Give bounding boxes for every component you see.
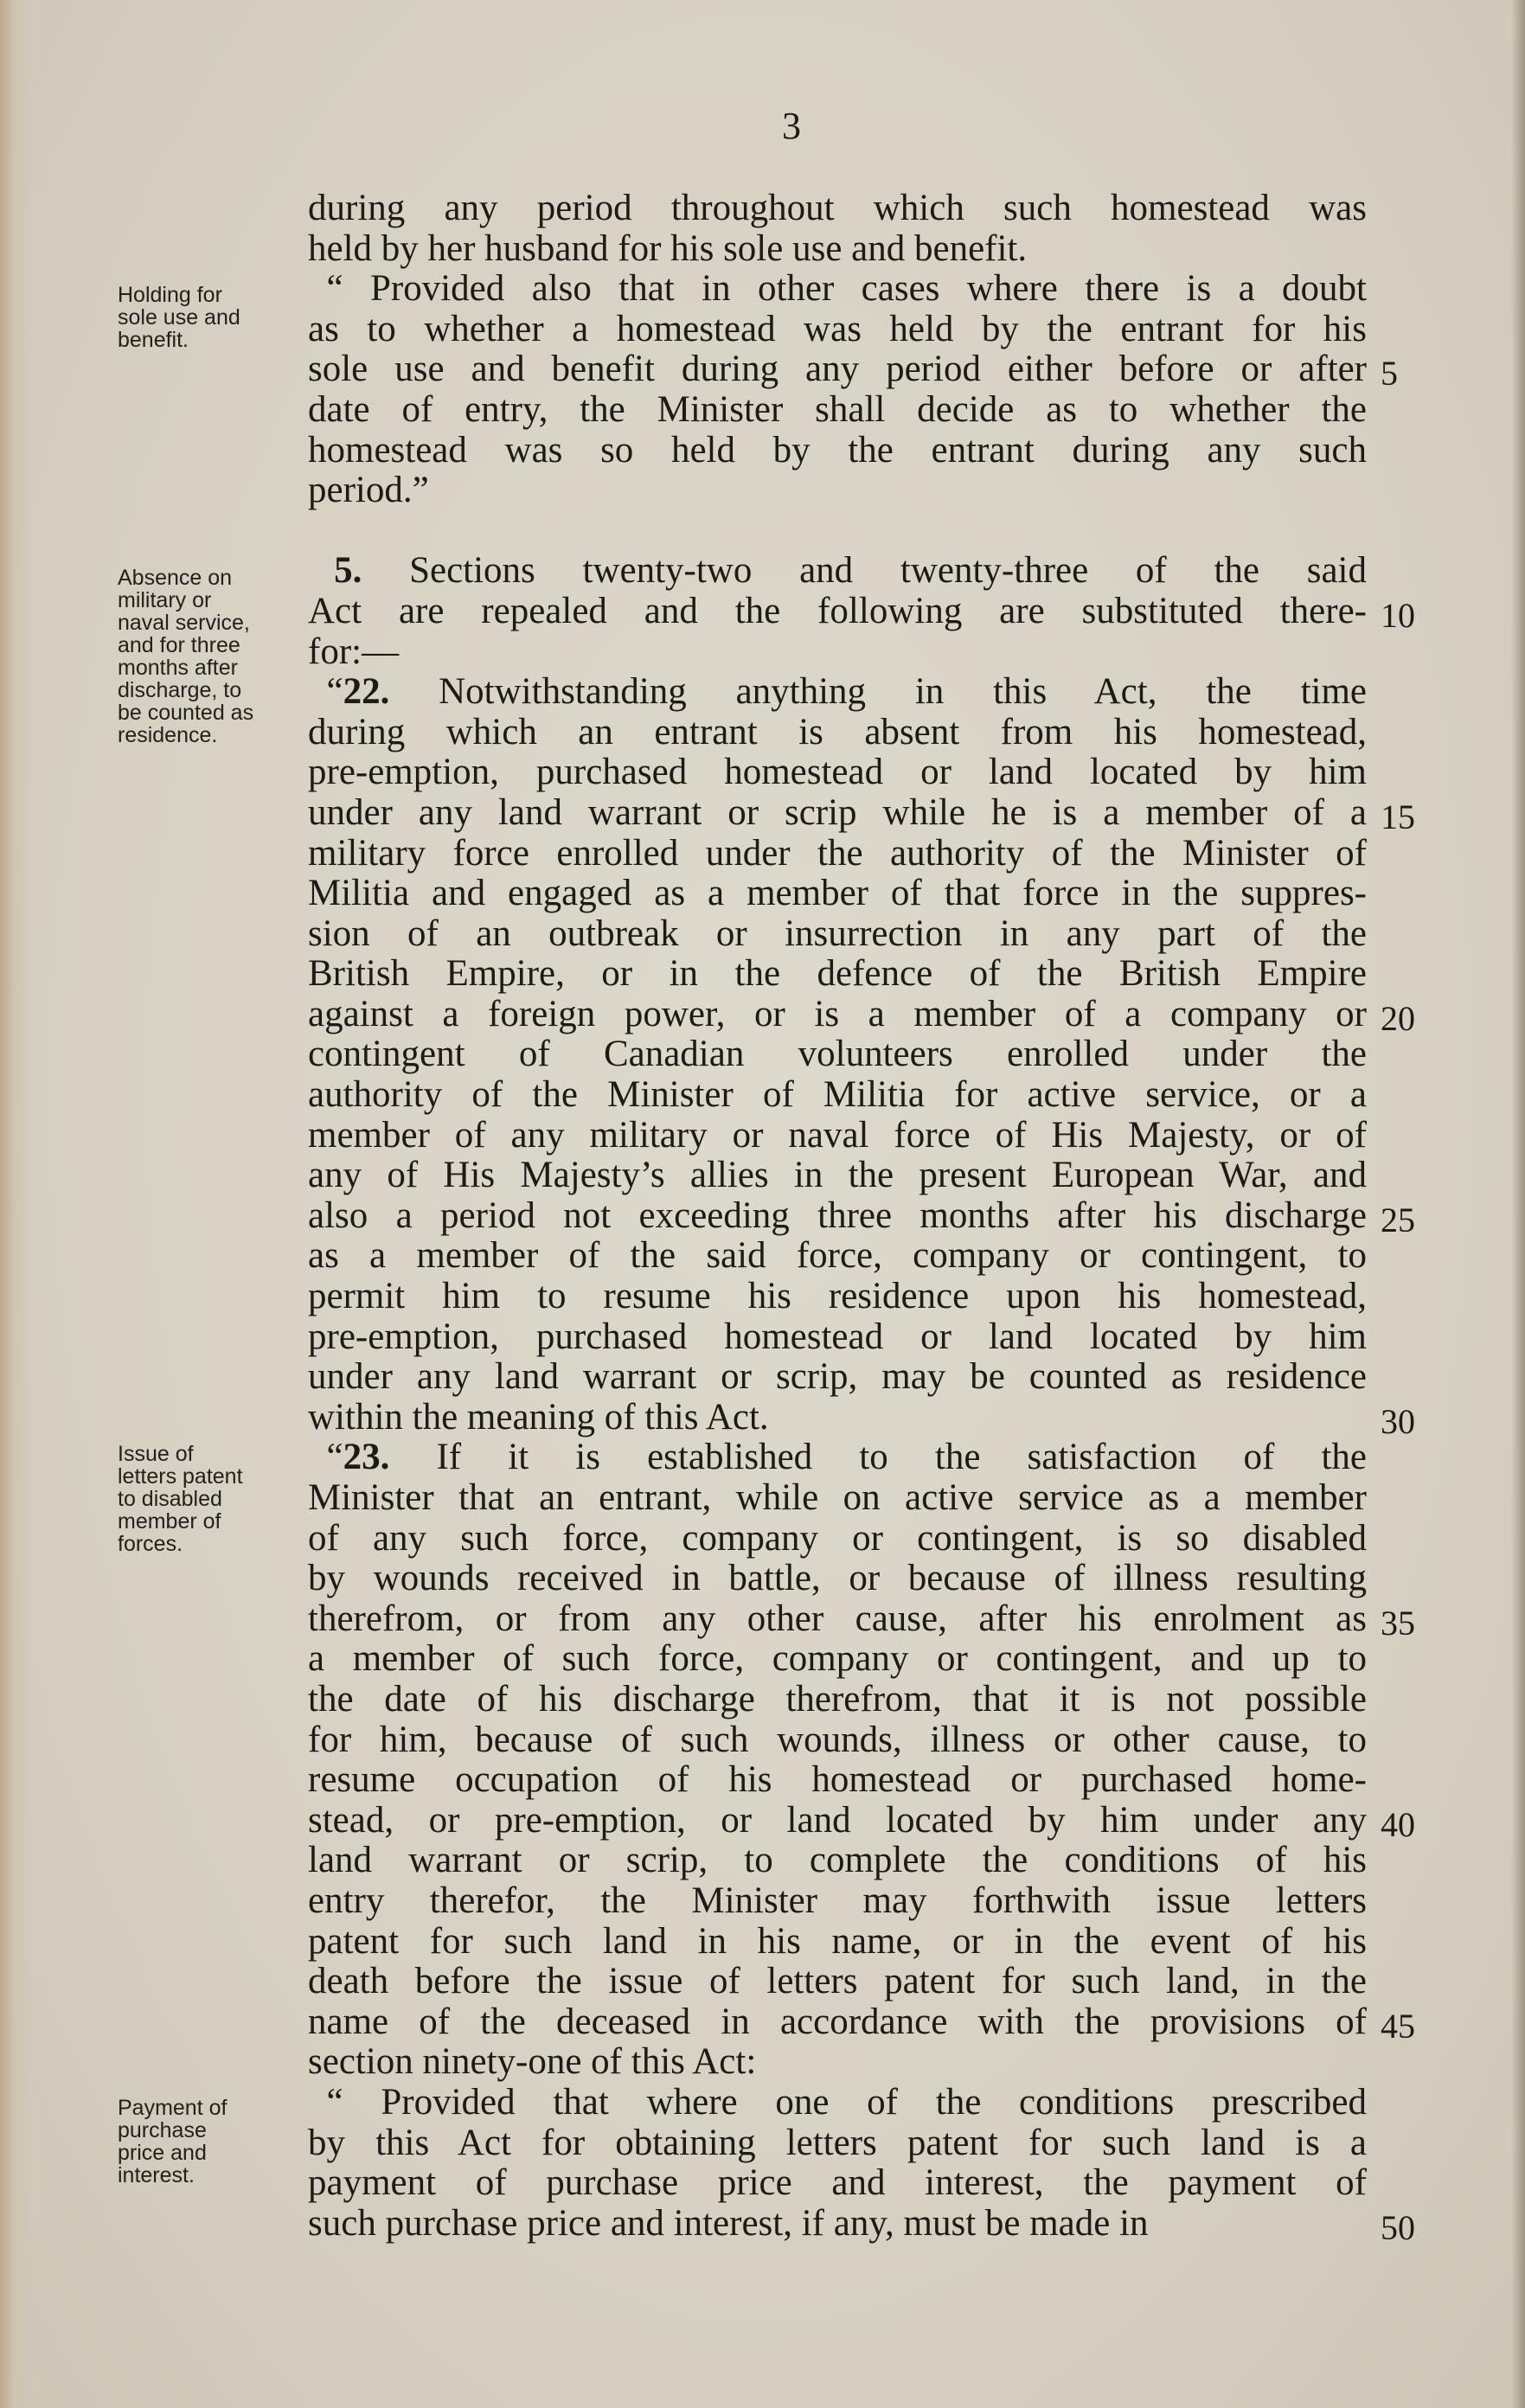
text-line: patent for such land in his name, or in the event of his (308, 1921, 1367, 1962)
margin-note-line: forces. (118, 1532, 183, 1556)
margin-note-line: be counted as (118, 701, 254, 725)
text-line: Act are repealed and the following are substituted there- (308, 591, 1367, 631)
margin-note-issue (118, 1443, 299, 1555)
line-number: 10 (1381, 596, 1415, 635)
text-line: date of entry, the Minister shall decide as to whether the (308, 389, 1367, 430)
text-line: homestead was so held by the entrant during any such (308, 430, 1367, 471)
text-line: as a member of the said force, company or contingent, to (308, 1236, 1367, 1277)
text-line: within the meaning of this Act. (308, 1396, 769, 1438)
section-number: 22. (343, 672, 390, 713)
text-line: such purchase price and interest, if any, must be made in (308, 2202, 1149, 2244)
text-line: sion of an outbreak or insurrection in any part of the (308, 913, 1367, 954)
text-line: death before the issue of letters patent for such land, in the (308, 1962, 1367, 2002)
text-line: “ Provided that where one of the conditions prescribed (326, 2082, 1367, 2123)
section-number: 23. (343, 1438, 390, 1478)
margin-note-line: Issue of (118, 1442, 194, 1466)
text-line: stead, or pre-emption, or land located by him under any (308, 1800, 1367, 1841)
text-line: contingent of Canadian volunteers enrolled under the (308, 1034, 1367, 1075)
line-number: 15 (1381, 797, 1415, 836)
text-line: the date of his discharge therefrom, that it is not possible (308, 1679, 1367, 1720)
text-line: military force enrolled under the authority of the Minister of (308, 833, 1367, 874)
margin-note-line: residence. (118, 723, 218, 747)
line-number: 30 (1381, 1402, 1415, 1441)
margin-note-line: letters patent (118, 1464, 243, 1489)
line-number: 5 (1381, 354, 1398, 394)
section-number: 5. (334, 551, 362, 592)
text-line: 5. Sections twenty-two and twenty-three of the said (334, 551, 1367, 592)
text-line: held by her husband for his sole use and benefit. (308, 227, 1028, 269)
margin-note-line: Payment of (118, 2096, 227, 2120)
text-line (308, 511, 1367, 552)
margin-note-line: military or (118, 588, 212, 612)
text-line: against a foreign power, or is a member of a company or (308, 994, 1367, 1034)
margin-note-line: sole use and (118, 305, 240, 330)
text-line: also a period not exceeding three months after his discharge (308, 1195, 1367, 1236)
text-line: name of the deceased in accordance with the provisions of (308, 2001, 1367, 2042)
text-line: “22. Notwithstanding anything in this Act, the time (326, 672, 1367, 713)
text-line: therefrom, or from any other cause, after his enrolment as (308, 1598, 1367, 1639)
margin-note-payment (118, 2097, 299, 2187)
margin-note-line: Absence on (118, 566, 233, 590)
page-number: 3 (782, 105, 801, 147)
margin-note-line: naval service, (118, 611, 250, 635)
text-line: land warrant or scrip, to complete the conditions of his (308, 1841, 1367, 1881)
text-line: of any such force, company or contingent, is so disabled (308, 1518, 1367, 1559)
margin-note-holding (118, 284, 299, 351)
text-line: by this Act for obtaining letters patent for such land is a (308, 2123, 1367, 2163)
margin-note-line: months after (118, 656, 238, 680)
text-line: under any land warrant or scrip while he is a member of a (308, 792, 1367, 833)
line-number: 35 (1381, 1604, 1415, 1643)
text-line: by wounds received in battle, or because of illness resulting (308, 1559, 1367, 1599)
text-line: authority of the Minister of Militia for active service, or a (308, 1075, 1367, 1116)
text-line: any of His Majesty’s allies in the present European War, and (308, 1156, 1367, 1196)
text-line: “23. If it is established to the satisfaction of the (326, 1438, 1367, 1478)
text-line: resume occupation of his homestead or purchased home- (308, 1760, 1367, 1801)
margin-note-line: discharge, to (118, 678, 242, 702)
text-line: section ninety-one of this Act: (308, 2041, 757, 2083)
text-line: Militia and engaged as a member of that force in the suppres- (308, 874, 1367, 914)
line-number: 45 (1381, 2007, 1415, 2046)
line-number: 40 (1381, 1805, 1415, 1844)
margin-note-line: member of (118, 1509, 221, 1534)
page-right-edge (1511, 0, 1525, 2408)
text-line: during any period throughout which such homestead was (308, 189, 1367, 228)
text-line: a member of such force, company or contingent, and up to (308, 1639, 1367, 1680)
margin-note-line: Holding for (118, 283, 222, 307)
line-number: 20 (1381, 999, 1415, 1038)
page-binding-edge (0, 0, 33, 2408)
margin-note-absence (118, 567, 299, 746)
text-line: for:— (308, 631, 400, 672)
text-line: member of any military or naval force of His Majesty, or of (308, 1115, 1367, 1156)
margin-note-line: and for three (118, 633, 240, 657)
text-line: payment of purchase price and interest, the payment of (308, 2163, 1367, 2204)
body-text (308, 189, 1367, 2244)
margin-note-line: interest. (118, 2163, 195, 2187)
line-number: 50 (1381, 2208, 1415, 2247)
text-line: sole use and benefit during any period either before or after (308, 349, 1367, 390)
text-line: during which an entrant is absent from his homestead, (308, 712, 1367, 752)
text-line: as to whether a homestead was held by the entrant for his (308, 309, 1367, 349)
text-line: “ Provided also that in other cases where there is a doubt (326, 269, 1367, 310)
text-line: Minister that an entrant, while on active service as a member (308, 1478, 1367, 1518)
margin-note-line: benefit. (118, 328, 189, 352)
text-line: British Empire, or in the defence of the British Empire (308, 954, 1367, 995)
text-line: entry therefor, the Minister may forthwith issue letters (308, 1880, 1367, 1921)
text-line: pre-emption, purchased homestead or land located by him (308, 752, 1367, 793)
text-line: under any land warrant or scrip, may be counted as residence (308, 1357, 1367, 1398)
text-line: pre-emption, purchased homestead or land located by him (308, 1316, 1367, 1357)
line-number: 25 (1381, 1201, 1415, 1239)
text-line: for him, because of such wounds, illness or other cause, to (308, 1720, 1367, 1760)
margin-note-line: purchase (118, 2118, 207, 2142)
text-line: permit him to resume his residence upon his homestead, (308, 1277, 1367, 1317)
text-line: period.” (308, 470, 429, 511)
margin-note-line: to disabled (118, 1487, 222, 1511)
margin-note-line: price and (118, 2141, 207, 2165)
